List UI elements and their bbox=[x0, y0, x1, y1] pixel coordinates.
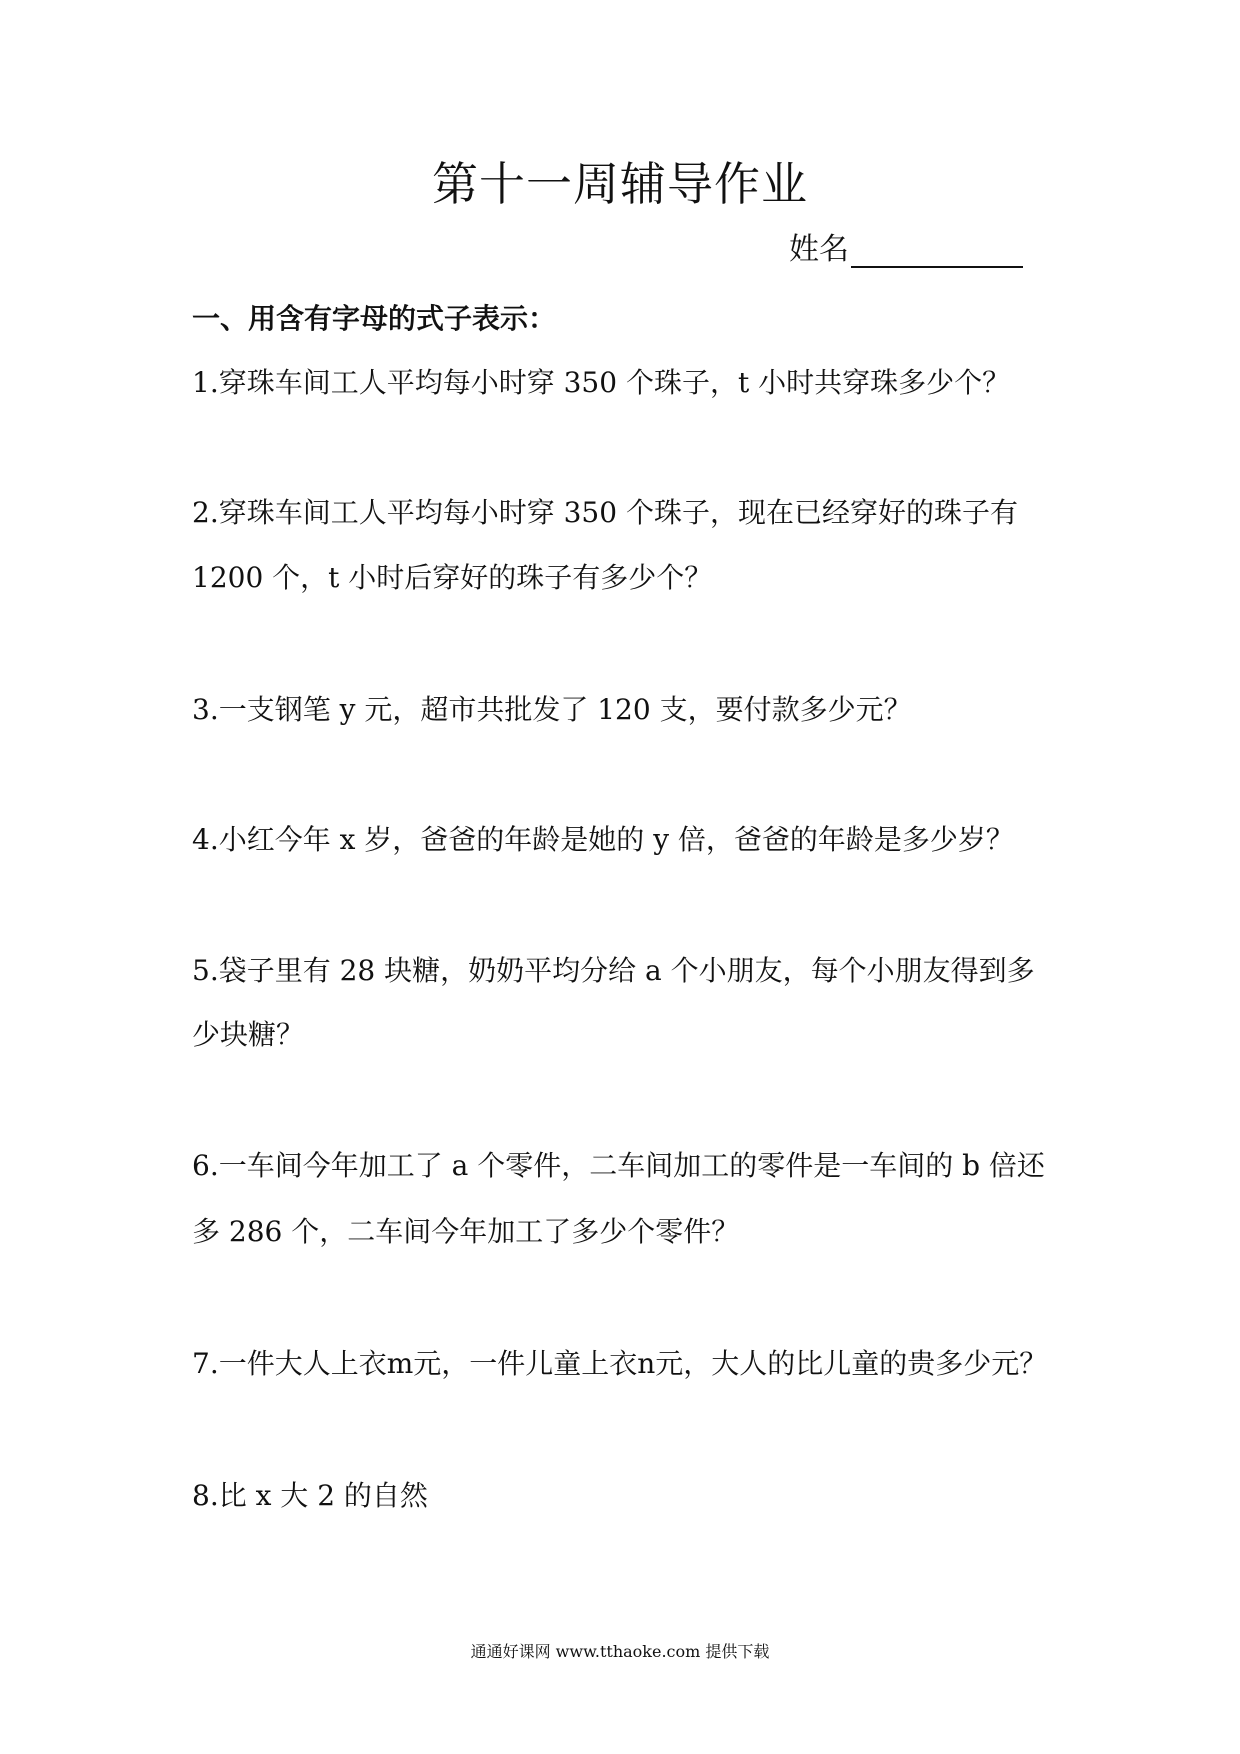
page-title: 第十一周辅导作业 bbox=[432, 157, 808, 211]
question-7-line-1: 7.一件大人上衣m元，一件儿童上衣n元，大人的比儿童的贵多少元？ bbox=[192, 1347, 1048, 1380]
question-5-line-1: 5.袋子里有 28 块糖，奶奶平均分给 a 个小朋友，每个小朋友得到多 bbox=[192, 954, 1035, 987]
question-6-line-2: 多 286 个，二车间今年加工了多少个零件？ bbox=[192, 1215, 740, 1248]
question-3-line-1: 3.一支钢笔 y 元，超市共批发了 120 支，要付款多少元？ bbox=[192, 693, 912, 726]
section-heading: 一、用含有字母的式子表示： bbox=[192, 302, 557, 335]
question-6-line-1: 6.一车间今年加工了 a 个零件，二车间加工的零件是一车间的 b 倍还 bbox=[192, 1149, 1045, 1182]
question-4-line-1: 4.小红今年 x 岁，爸爸的年龄是她的 y 倍，爸爸的年龄是多少岁？ bbox=[192, 823, 1014, 856]
question-8-line-1: 8.比 x 大 2 的自然 bbox=[192, 1479, 428, 1512]
name-label: 姓名 bbox=[789, 232, 849, 267]
name-blank-line bbox=[851, 232, 1023, 268]
page-footer: 通通好课网 www.tthaoke.com 提供下载 bbox=[470, 1642, 770, 1661]
question-5-line-2: 少块糖？ bbox=[192, 1018, 305, 1051]
question-2-line-1: 2.穿珠车间工人平均每小时穿 350 个珠子，现在已经穿好的珠子有 bbox=[192, 496, 1018, 529]
question-2-line-2: 1200 个，t 小时后穿好的珠子有多少个？ bbox=[192, 561, 713, 594]
name-field-row bbox=[789, 232, 1023, 268]
question-1-line-1: 1.穿珠车间工人平均每小时穿 350 个珠子，t 小时共穿珠多少个？ bbox=[192, 366, 1011, 399]
